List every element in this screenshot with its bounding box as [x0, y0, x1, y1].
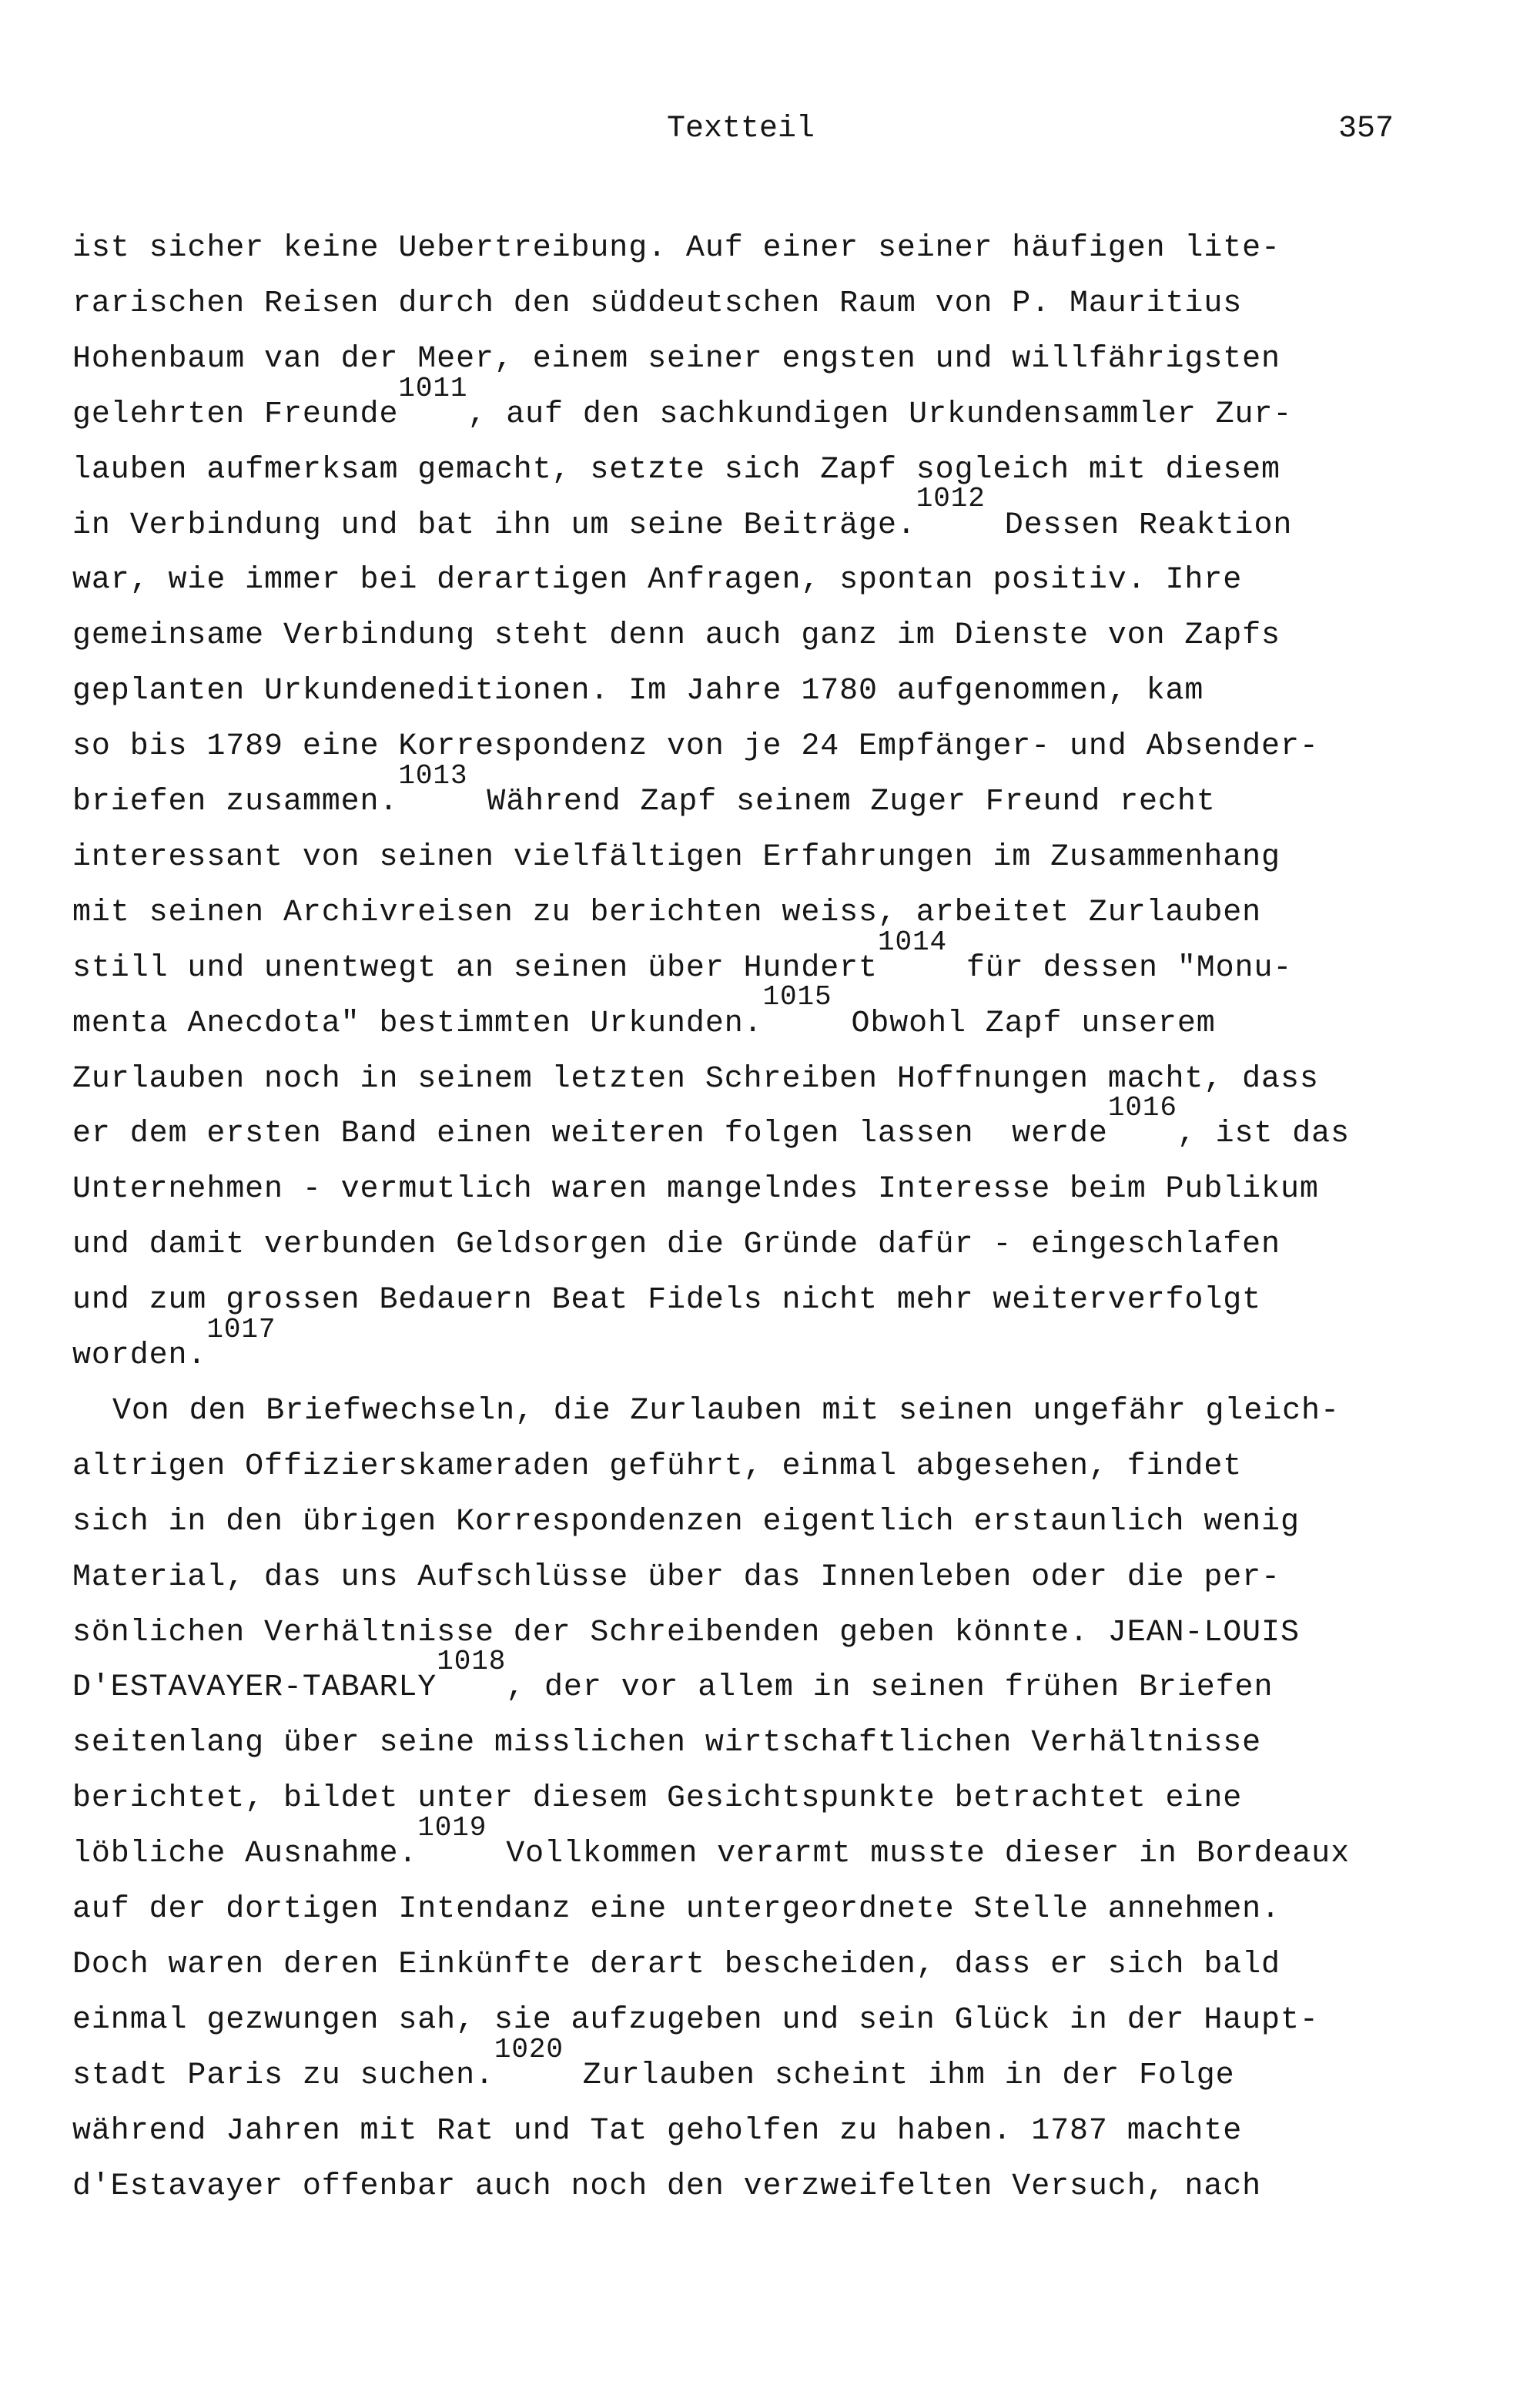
text-line: [72, 1646, 1274, 1706]
line-text: ist sicher keine Uebertreibung. Auf einer seiner häufigen lite-: [72, 231, 1281, 266]
line-text-continued: , auf den sachkundigen Urkundensammler Zur-: [467, 397, 1293, 432]
line-text-continued: Zurlauben scheint ihm in der Folge: [563, 2058, 1235, 2093]
text-line: [72, 1504, 1300, 1539]
text-line: [72, 1061, 1319, 1097]
text-line: [72, 1092, 1350, 1152]
line-text: sönlichen Verhältnisse der Schreibenden geben könnte. JEAN-LOUIS: [72, 1615, 1300, 1650]
footnote-reference: 1014: [877, 926, 947, 958]
text-line: [72, 341, 1281, 377]
line-text: so bis 1789 eine Korrespondenz von je 24 Empfänger- und Absender-: [72, 729, 1319, 765]
text-line: [72, 483, 1293, 543]
line-text-continued: Vollkommen verarmt musste dieser in Bordeaux: [487, 1837, 1350, 1872]
line-text: Material, das uns Aufschlüsse über das Innenleben oder die per-: [72, 1559, 1281, 1595]
text-line: [72, 1313, 276, 1373]
text-line: [72, 926, 1293, 986]
line-text: und zum grossen Bedauern Beat Fidels nicht mehr weiterverfolgt: [72, 1283, 1262, 1318]
line-text: berichtet, bildet unter diesem Gesichtspunkte betrachtet eine: [72, 1781, 1243, 1817]
line-text: einmal gezwungen sah, sie aufzugeben und sein Glück in der Haupt-: [72, 2002, 1319, 2038]
line-text: war, wie immer bei derartigen Anfragen, spontan positiv. Ihre: [72, 563, 1243, 598]
text-line: [72, 839, 1281, 875]
text-line: [72, 233, 1281, 264]
text-line: [72, 565, 1242, 596]
line-text: still und unentwegt an seinen über Hundert: [72, 950, 878, 986]
line-text: Zurlauben noch in seinem letzten Schreiben Hoffnungen macht, dass: [72, 1061, 1319, 1097]
text-line: [72, 1894, 1281, 1925]
text-line: [72, 981, 1216, 1041]
running-header: Textteil: [667, 112, 815, 146]
line-text: menta Anecdota" bestimmten Urkunden.: [72, 1006, 763, 1041]
line-text: briefen zusammen.: [72, 785, 399, 819]
text-line: [72, 618, 1281, 654]
line-text-continued: , ist das: [1177, 1117, 1350, 1152]
text-line: [72, 1230, 1281, 1261]
footnote-reference: 1019: [417, 1811, 487, 1844]
text-line: [72, 452, 1281, 487]
line-text: gemeinsame Verbindung steht denn auch ganz im Dienste von Zapfs: [72, 618, 1281, 654]
line-text-continued: Obwohl Zapf unserem: [832, 1006, 1216, 1041]
text-line: [72, 895, 1262, 930]
line-text: löbliche Ausnahme.: [72, 1837, 418, 1872]
line-text: Doch waren deren Einkünfte derart bescheiden, dass er sich bald: [72, 1947, 1281, 1982]
text-line: [72, 1811, 1350, 1872]
text-line: [72, 1947, 1281, 1982]
page-number: 357: [1338, 112, 1394, 146]
line-text-continued: Dessen Reaktion: [985, 507, 1293, 543]
footnote-reference: 1011: [398, 372, 468, 404]
line-text-continued: für dessen "Monu-: [946, 950, 1293, 986]
line-text: Von den Briefwechseln, die Zurlauben mit seinen ungefähr gleich-: [112, 1393, 1340, 1429]
line-text-continued: , der vor allem in seinen frühen Briefen: [506, 1670, 1274, 1706]
line-text-continued: Während Zapf seinem Zuger Freund recht: [467, 785, 1216, 819]
text-line: [72, 759, 1216, 819]
line-text: mit seinen Archivreisen zu berichten weiss, arbeitet Zurlauben: [72, 895, 1262, 930]
text-line: [72, 2002, 1319, 2038]
text-line: [72, 286, 1243, 321]
line-text: und damit verbunden Geldsorgen die Gründe dafür - eingeschlafen: [72, 1228, 1281, 1263]
text-line: [72, 1728, 1261, 1759]
footnote-reference: 1017: [206, 1313, 276, 1345]
text-line: [72, 2113, 1243, 2149]
footnote-reference: 1020: [494, 2033, 564, 2065]
line-text: in Verbindung und bat ihn um seine Beiträge.: [72, 507, 916, 543]
line-text: seitenlang über seine misslichen wirtschaftlichen Verhältnisse: [72, 1726, 1262, 1761]
text-line: [112, 1393, 1340, 1429]
footnote-reference: 1018: [437, 1646, 507, 1678]
line-text: worden.: [72, 1338, 207, 1373]
text-line: [72, 729, 1319, 765]
footnote-reference: 1012: [916, 483, 986, 515]
line-text: altrigen Offizierskameraden geführt, einmal abgesehen, findet: [72, 1449, 1243, 1484]
line-text: lauben aufmerksam gemacht, setzte sich Zapf sogleich mit diesem: [72, 452, 1281, 487]
line-text: d'Estavayer offenbar auch noch den verzweifelten Versuch, nach: [72, 2169, 1262, 2204]
line-text: gelehrten Freunde: [72, 397, 399, 432]
text-line: [72, 1559, 1281, 1595]
text-line: [72, 1172, 1319, 1208]
text-line: [72, 372, 1293, 432]
line-text: rarischen Reisen durch den süddeutschen Raum von P. Mauritius: [72, 286, 1243, 321]
footnote-reference: 1016: [1107, 1092, 1177, 1124]
text-line: [72, 1449, 1243, 1484]
line-text: sich in den übrigen Korrespondenzen eigentlich erstaunlich wenig: [72, 1504, 1300, 1539]
line-text: Unternehmen - vermutlich waren mangelndes Interesse beim Publikum: [72, 1172, 1319, 1208]
line-text: er dem ersten Band einen weiteren folgen lassen werde: [72, 1117, 1108, 1152]
line-text: interessant von seinen vielfältigen Erfahrungen im Zusammenhang: [72, 839, 1281, 875]
footnote-reference: 1013: [398, 759, 468, 792]
text-line: [72, 2033, 1235, 2093]
text-line: [72, 676, 1204, 707]
line-text: Hohenbaum van der Meer, einem seiner engsten und willfährigsten: [72, 341, 1281, 377]
line-text: auf der dortigen Intendanz eine untergeordnete Stelle annehmen.: [72, 1892, 1281, 1927]
line-text: während Jahren mit Rat und Tat geholfen zu haben. 1787 machte: [72, 2113, 1243, 2149]
footnote-reference: 1015: [762, 981, 832, 1013]
text-line: [72, 1781, 1243, 1817]
line-text: D'ESTAVAYER-TABARLY: [72, 1670, 437, 1706]
text-line: [72, 1615, 1300, 1650]
line-text: stadt Paris zu suchen.: [72, 2058, 494, 2093]
line-text: geplanten Urkundeneditionen. Im Jahre 1780 aufgenommen, kam: [72, 674, 1204, 709]
text-line: [72, 1285, 1261, 1316]
text-line: [72, 2169, 1262, 2204]
